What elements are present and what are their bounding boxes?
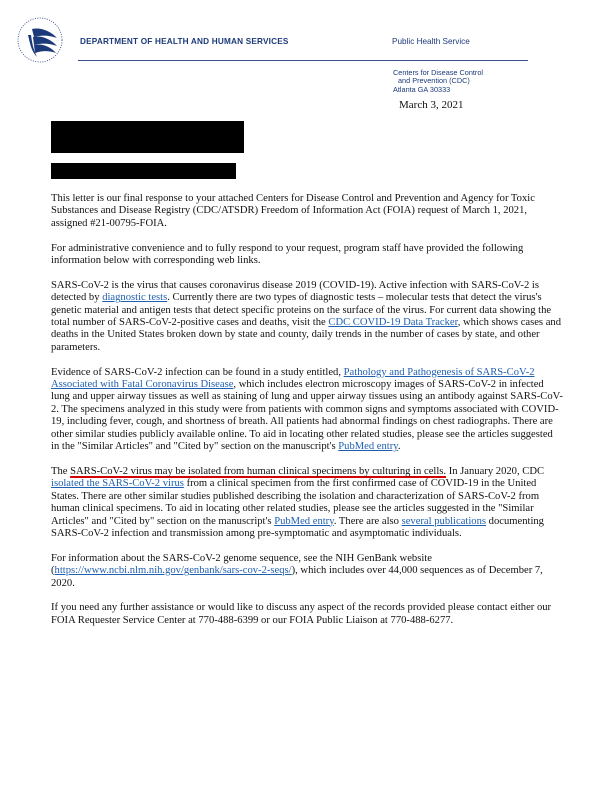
department-name: DEPARTMENT OF HEALTH AND HUMAN SERVICES <box>80 37 289 46</box>
link-diagnostic-tests[interactable]: diagnostic tests <box>102 292 168 304</box>
text: For information about the SARS-CoV-2 genome sequence, see the NIH GenBank website ( <box>51 552 432 577</box>
text: Evidence of SARS-CoV-2 infection can be found in a study entitled, <box>51 366 344 378</box>
address-line: Centers for Disease Control <box>393 68 484 77</box>
link-pathology-study[interactable]: Pathology and Pathogenesis of SARS-CoV-2 Associated with Fatal Coronavirus Disease <box>51 366 535 391</box>
paragraph-isolation <box>51 466 563 540</box>
redaction-block <box>51 163 236 179</box>
link-isolated-virus[interactable]: isolated the SARS-CoV-2 virus <box>51 478 184 490</box>
paragraph-contact: If you need any further assistance or would like to discuss any aspect of the records provided please contact either our FOIA Requester Service Center at 770-488-6399 or our FOIA Public Liaison at 770-488-6277. <box>51 602 552 626</box>
cdc-address <box>393 69 483 94</box>
text: In January 2020, CDC <box>446 465 545 477</box>
paragraph-evidence <box>51 367 563 454</box>
link-genbank[interactable]: https://www.ncbi.nlm.nih.gov/genbank/sars-cov-2-seqs/ <box>54 565 292 577</box>
address-line: and Prevention (CDC) <box>398 76 470 86</box>
address-line: Atlanta GA 30333 <box>393 84 451 94</box>
highlighted-sentence: SARS-CoV-2 virus may be isolated from human clinical specimens by culturing in cells. <box>70 465 447 477</box>
text: . <box>397 441 401 453</box>
text: , which shows cases and deaths in the United States broken down by state and county, daily trends in the number of cases by state, and other parameters. <box>51 317 561 353</box>
link-several-publications[interactable]: several publications <box>401 515 487 527</box>
letter-date: March 3, 2021 <box>399 99 464 111</box>
paragraph-intro: This letter is our final response to your attached Centers for Disease Control and Prevention and Agency for Toxic Substances and Disease Registry (CDC/ATSDR) Freedom of Information Act (FOIA) request of March 1, 2021, assigned #21-00795-FOIA. <box>51 193 535 229</box>
text: The <box>51 465 71 477</box>
text: , which includes electron microscopy images of SARS-CoV-2 in infected lung and upper airway tissues as well as staining of lung and upper airway tissues using an antibody against SARS-CoV-2. The specimens analyzed in this study were from patients with common signs and symptoms associated with COVID-19, including fever, cough, and shortness of breath. All patients had abnormal findings on chest radiographs. There are other similar studies publicly available online. To aid in locating other related studies, please see the articles suggested in the "Similar Articles" and "Cited by" section on the manuscript's <box>51 379 563 453</box>
text: documenting SARS-CoV-2 infection and transmission among pre-symptomatic and asymptomatic individuals. <box>51 515 544 539</box>
letterhead-rule <box>78 60 528 61</box>
text: . There are also <box>333 515 402 527</box>
letter-body <box>51 193 563 640</box>
hhs-eagle-seal-icon <box>13 13 73 65</box>
paragraph-genome <box>51 553 563 590</box>
link-pubmed-entry[interactable]: PubMed entry <box>338 441 398 453</box>
redaction-block <box>51 121 244 153</box>
text: SARS-CoV-2 is the virus that causes coronavirus disease 2019 (COVID-19). Active infection with SARS-CoV-2 is detected by <box>51 279 539 304</box>
text: from a clinical specimen from the first confirmed case of COVID-19 in the United States. There are other similar studies published describing the isolation and characterization of SARS-CoV-2 from human clinical specimens. To aid in locating other related studies, please see the articles suggested in the "Similar Articles" and "Cited by" section on the manuscript's <box>51 478 540 527</box>
paragraph-admin: For administrative convenience and to fully respond to your request, program staff have provided the following information below with corresponding web links. <box>51 242 524 267</box>
paragraph-diagnostics <box>51 280 563 354</box>
link-data-tracker[interactable]: CDC COVID-19 Data Tracker <box>328 317 458 329</box>
text: . Currently there are two types of diagnostic tests – molecular tests that detect the virus's genetic material and antigen tests that detect specific proteins on the surface of the virus. For current data showing the total number of SARS-CoV-2-positive cases and deaths, visit the <box>51 292 552 329</box>
text: ), which includes over 44,000 sequences as of December 7, 2020. <box>51 565 543 589</box>
link-pubmed-entry[interactable]: PubMed entry <box>274 515 334 527</box>
public-health-service: Public Health Service <box>392 37 470 46</box>
